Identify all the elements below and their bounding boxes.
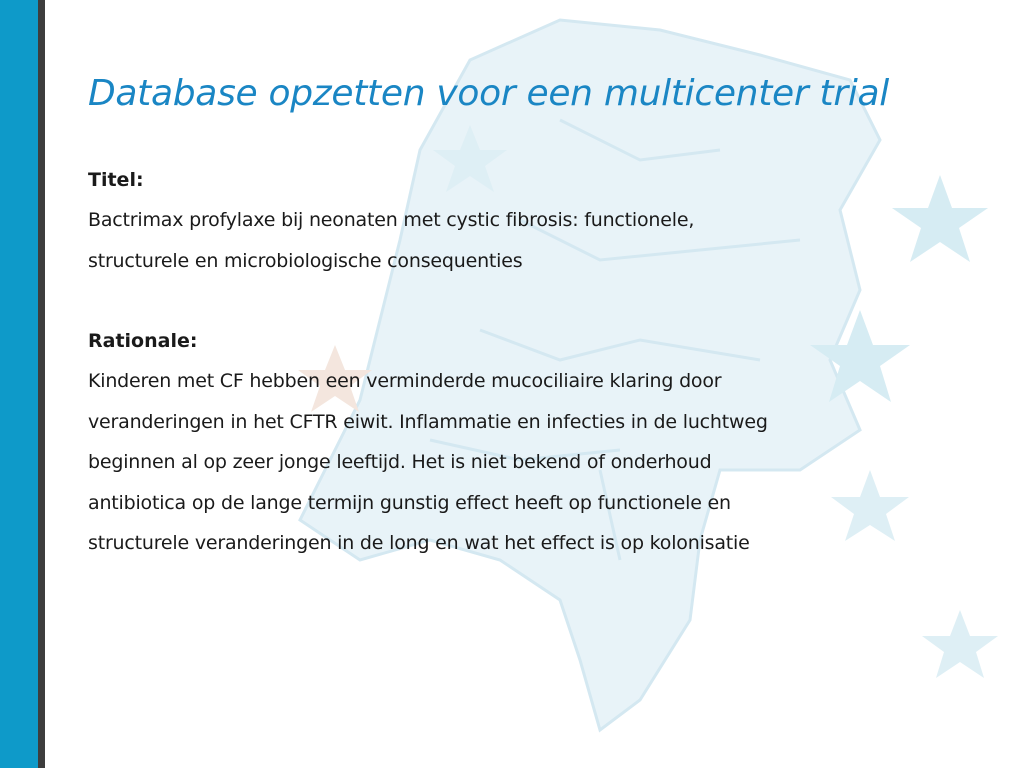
- section-line: structurele en microbiologische consequenties: [88, 249, 523, 272]
- section-line: antibiotica op de lange termijn gunstig effect heeft op functionele en: [88, 491, 731, 514]
- slide-content: [88, 70, 988, 604]
- section-rationale: [88, 321, 988, 564]
- section-label: Rationale:: [88, 330, 198, 352]
- section-line: structurele veranderingen in de long en wat het effect is op kolonisatie: [88, 532, 750, 554]
- section-line: veranderingen in het CFTR eiwit. Inflammatie en infecties in de luchtweg: [88, 410, 768, 433]
- slide-title: Database opzetten voor een multicenter trial: [88, 73, 889, 114]
- section-line: beginnen al op zeer jonge leeftijd. Het is niet bekend of onderhoud: [88, 451, 712, 473]
- section-titel: [88, 160, 988, 281]
- section-line: Kinderen met CF hebben een verminderde mucociliaire klaring door: [88, 370, 722, 392]
- star-watermark: [922, 610, 998, 678]
- accent-bar: [0, 0, 38, 768]
- section-line: Bactrimax profylaxe bij neonaten met cystic fibrosis: functionele,: [88, 209, 695, 231]
- section-label: Titel:: [88, 169, 144, 191]
- accent-bar-edge: [38, 0, 45, 768]
